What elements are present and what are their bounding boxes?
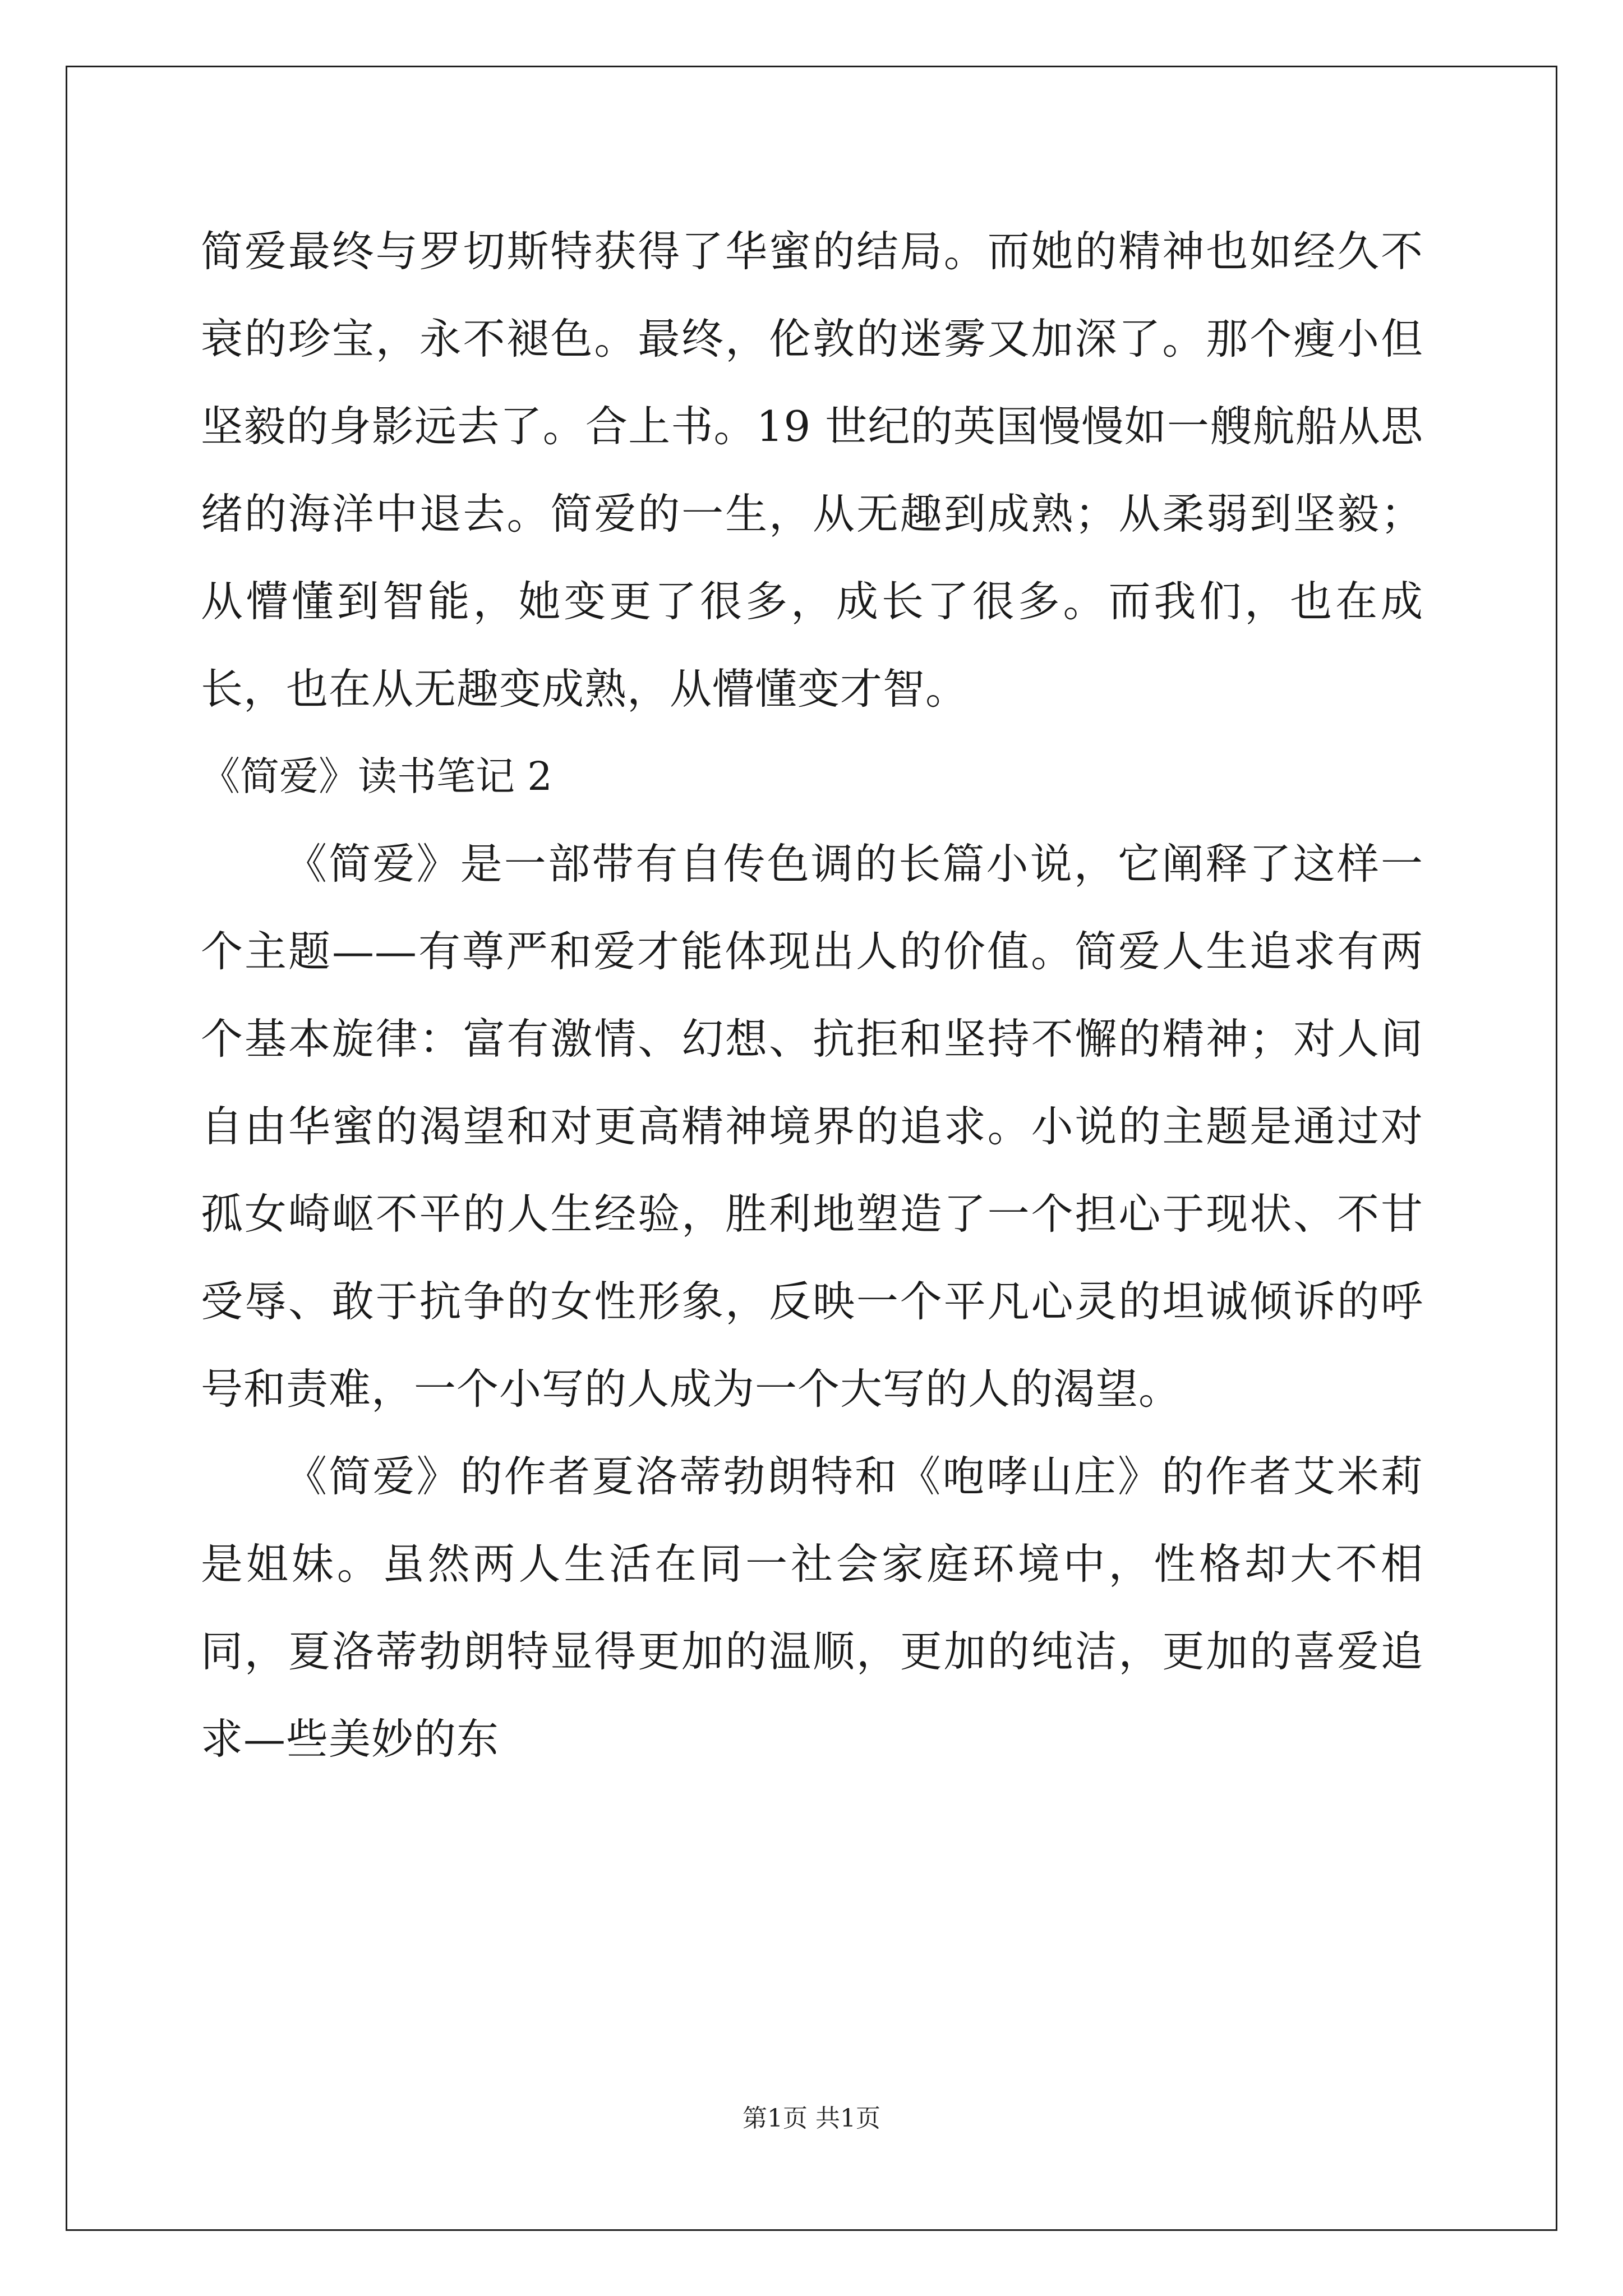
paragraph-3: 《简爱》的作者夏洛蒂勃朗特和《咆哮山庄》的作者艾米莉是姐妹。虽然两人生活在同一社会家庭环境中，性格却大不相同，夏洛蒂勃朗特显得更加的温顺，更加的纯洁，更加的喜爱追求—些美妙的东	[201, 1452, 1423, 1764]
document-body	[201, 208, 1423, 1783]
page-number-footer: 第1页 共1页	[743, 2104, 880, 2133]
paragraph-2: 《简爱》是一部带有自传色调的长篇小说，它阐释了这样一个主题——有尊严和爱才能体现出人的价值。简爱人生追求有两个基本旋律：富有激情、幻想、抗拒和坚持不懈的精神；对人间自由华蜜的渴望和对更高精神境界的追求。小说的主题是通过对孤女崎岖不平的人生经验，胜利地塑造了一个担心于现状、不甘受辱、敢于抗争的女性形象，反映一个平凡心灵的坦诚倾诉的呼号和责难，一个小写的人成为一个大写的人的渴望。	[201, 839, 1423, 1414]
paragraph-1: 简爱最终与罗切斯特获得了华蜜的结局。而她的精神也如经久不衰的珍宝，永不褪色。最终，伦敦的迷雾又加深了。那个瘦小但坚毅的身影远去了。合上书。19 世纪的英国慢慢如一艘航船从思绪的海洋中退去。简爱的一生，从无趣到成熟；从柔弱到坚毅；从懵懂到智能，她变更了很多，成长了很多。而我们，也在成长，也在从无趣变成熟，从懵懂变才智。	[201, 227, 1423, 714]
section-heading: 《简爱》读书笔记 2	[201, 753, 552, 799]
